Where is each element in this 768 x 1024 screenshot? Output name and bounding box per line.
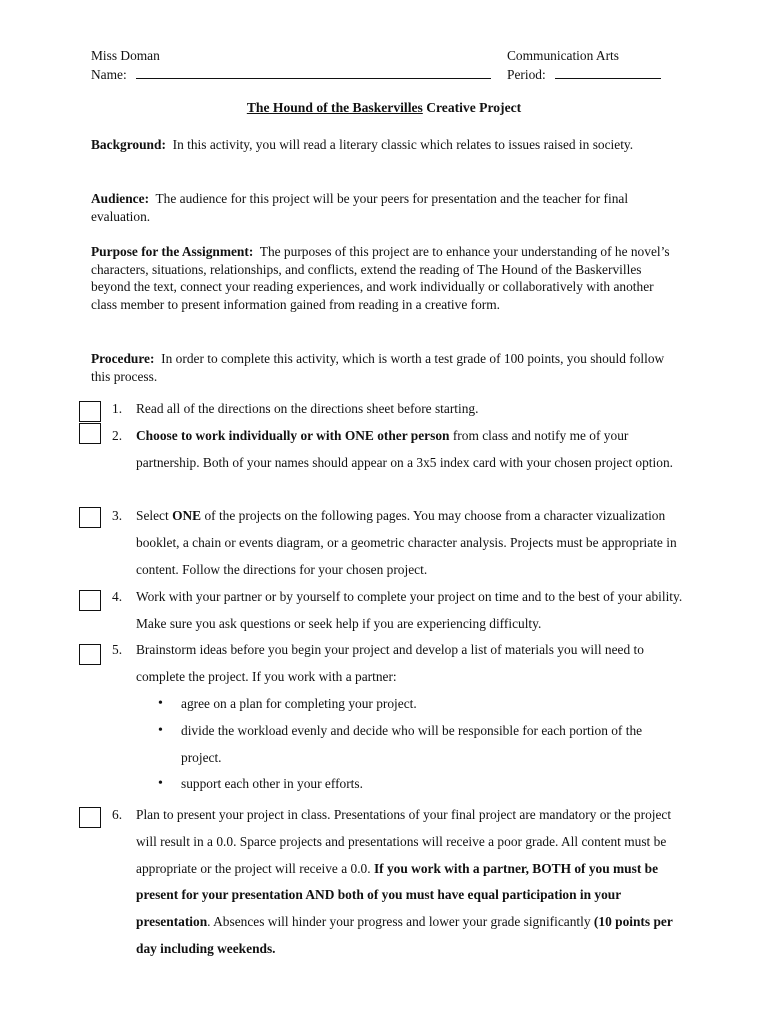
- book-title: The Hound of the Baskervilles: [246, 100, 423, 115]
- purpose-text: The purposes of this project are to enhance your understanding of he novel’s characters, situations, relationships, and conflicts, extend the reading of The Hound of the Baskervilles beyond the text, connect your reading experiences, and work individually or collaboratively with another class member to present information gained from reading in a creative form.: [91, 244, 670, 312]
- checkbox-step-3[interactable]: [79, 507, 101, 528]
- step-text: Brainstorm ideas before you begin your project and develop a list of materials you will need to complete the project. If you work with a partner:: [136, 642, 644, 684]
- checkbox-step-2[interactable]: [79, 423, 101, 444]
- background-text: In this activity, you will read a literary classic which relates to issues raised in society.: [172, 137, 634, 152]
- step-5-bullet-list: [154, 691, 682, 798]
- step-number: 1.: [112, 401, 123, 416]
- step-text: from class and notify me of your partnership. Both of your names should appear on a 3x5 index card with your chosen project option.: [136, 428, 673, 470]
- bullet-text: support each other in your efforts.: [181, 776, 363, 792]
- step-number: 3.: [112, 508, 123, 523]
- header-row-1: [91, 47, 671, 65]
- procedure-label: Procedure:: [91, 351, 155, 366]
- purpose-label: Purpose for the Assignment:: [91, 244, 254, 259]
- title-suffix: Creative Project: [422, 100, 522, 115]
- audience-section: [91, 190, 679, 225]
- header-row-2: [91, 65, 671, 83]
- step-number: 6.: [112, 807, 123, 822]
- bullet-icon: •: [158, 776, 163, 792]
- page-title: [0, 100, 768, 116]
- name-label: Name:: [91, 67, 127, 82]
- checkbox-step-4[interactable]: [79, 590, 101, 611]
- step-text: Plan to present your project in class. Presentations of your final project are mandatory or the project will result in a 0.0. Sparce projects and presentations will receive a poor grade. All content must be appropriate or the project will receive a 0.0.: [136, 807, 672, 876]
- bullet-text: agree on a plan for completing your project.: [181, 696, 417, 711]
- step-bold-text: If you work with a partner, BOTH of you must be present for your presentation AND both of you must have equal participation in your presentation: [136, 860, 659, 930]
- background-label: Background:: [91, 137, 166, 152]
- step-number: 4.: [112, 589, 123, 604]
- checkbox-step-5[interactable]: [79, 644, 101, 665]
- step-text: Read all of the directions on the directions sheet before starting.: [136, 401, 479, 416]
- list-item: [154, 691, 682, 718]
- purpose-section: [91, 243, 679, 313]
- period-label: Period:: [507, 67, 546, 82]
- bullet-icon: •: [158, 696, 163, 711]
- checkbox-step-1[interactable]: [79, 401, 101, 422]
- step-number: 5.: [112, 642, 123, 657]
- subject-name: Communication Arts: [507, 48, 619, 63]
- name-field-line[interactable]: [136, 65, 491, 79]
- bullet-text: divide the workload evenly and decide who will be responsible for each portion of the project.: [181, 722, 643, 765]
- list-item: [154, 771, 682, 798]
- step-text: Work with your partner or by yourself to complete your project on time and to the best of your ability. Make sure you ask questions or seek help if you are experiencing difficulty.: [136, 589, 683, 631]
- list-item: [154, 718, 682, 772]
- bullet-icon: •: [158, 722, 163, 738]
- audience-text: The audience for this project will be your peers for presentation and the teacher for final evaluation.: [91, 191, 629, 224]
- step-text: of the projects on the following pages. You may choose from a character vizualization booklet, a chain or events diagram, or a geometric character analysis. Projects must be appropriate in content. Follow the directions for your chosen project.: [136, 508, 677, 577]
- step-bold-text: ONE: [172, 508, 202, 523]
- checkbox-step-6[interactable]: [79, 807, 101, 828]
- step-text-post: . Absences will hinder your progress and lower your grade significantly: [207, 914, 594, 930]
- step-number: 2.: [112, 428, 123, 443]
- procedure-text: In order to complete this activity, which is worth a test grade of 100 points, you should follow this process.: [91, 351, 665, 384]
- step-text-pre: Select: [136, 508, 173, 523]
- audience-label: Audience:: [91, 191, 150, 206]
- step-bold-text-2: (10 points per day including weekends.: [136, 914, 673, 956]
- step-bold-text: Choose to work individually or with ONE other person: [136, 428, 450, 443]
- background-section: [91, 136, 679, 154]
- teacher-name: Miss Doman: [91, 48, 160, 63]
- procedure-section: [91, 350, 679, 385]
- period-field-line[interactable]: [555, 65, 661, 79]
